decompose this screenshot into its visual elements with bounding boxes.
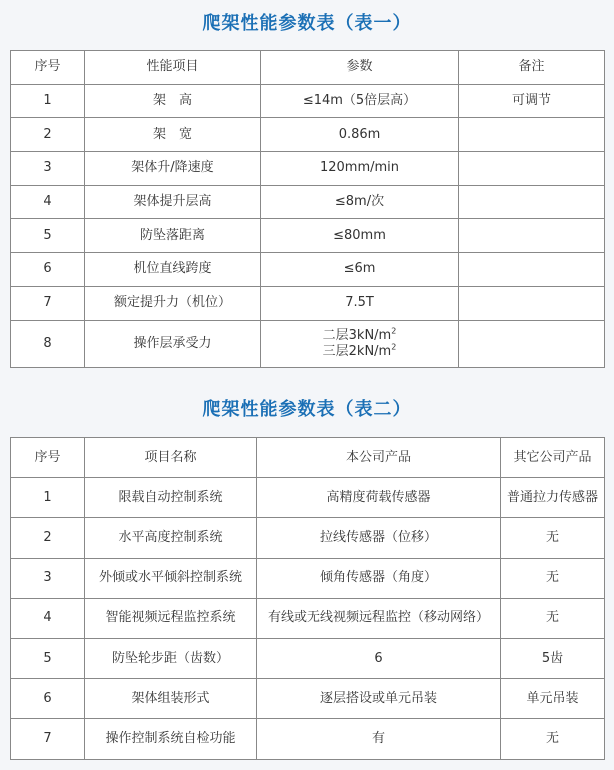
table-row	[11, 558, 605, 598]
table-row	[11, 286, 605, 320]
row-others: 无	[501, 558, 605, 598]
row-item: 限载自动控制系统	[85, 478, 257, 518]
header-cell: 序号	[11, 51, 85, 85]
row-others: 单元吊装	[501, 679, 605, 719]
row-param: ≤6m	[261, 253, 459, 287]
header-cell: 其它公司产品	[501, 438, 605, 478]
row-number: 3	[11, 152, 85, 186]
header-cell: 性能项目	[85, 51, 261, 85]
table-row	[11, 185, 605, 219]
table-row	[11, 638, 605, 678]
row-note	[459, 118, 605, 152]
table-row	[11, 320, 605, 367]
table-header-row	[11, 51, 605, 85]
table2-title: 爬架性能参数表（表二）	[202, 399, 412, 420]
row-note	[459, 185, 605, 219]
row-item: 额定提升力（机位）	[85, 286, 261, 320]
row-param: ≤14m（5倍层高）	[261, 84, 459, 118]
table-row	[11, 219, 605, 253]
row-note	[459, 286, 605, 320]
row-ours: 有线或无线视频远程监控（移动网络）	[257, 598, 501, 638]
row-ours: 6	[257, 638, 501, 678]
row-others: 无	[501, 719, 605, 759]
header-cell: 本公司产品	[257, 438, 501, 478]
row-number: 1	[11, 478, 85, 518]
row-ours: 有	[257, 719, 501, 759]
row-item: 架 高	[85, 84, 261, 118]
superscript: 2	[391, 342, 397, 352]
superscript: 2	[391, 326, 397, 336]
row-others: 5齿	[501, 638, 605, 678]
table-header-row	[11, 438, 605, 478]
table1-title: 爬架性能参数表（表一）	[202, 13, 412, 34]
row-note	[459, 219, 605, 253]
header-cell: 参数	[261, 51, 459, 85]
row-number: 4	[11, 598, 85, 638]
row-param: 120mm/min	[261, 152, 459, 186]
row-item: 架体组装形式	[85, 679, 257, 719]
row-ours: 高精度荷载传感器	[257, 478, 501, 518]
header-cell: 序号	[11, 438, 85, 478]
row-item: 智能视频远程监控系统	[85, 598, 257, 638]
row-number: 6	[11, 253, 85, 287]
row-number: 1	[11, 84, 85, 118]
row-item: 防坠轮步距（齿数）	[85, 638, 257, 678]
table-row	[11, 84, 605, 118]
performance-table-2	[10, 437, 605, 760]
row-item: 操作层承受力	[85, 320, 261, 367]
row-number: 8	[11, 320, 85, 367]
param-line: 三层$2kN/m^2$	[322, 342, 397, 359]
performance-table-1	[10, 50, 605, 368]
row-number: 7	[11, 286, 85, 320]
row-note	[459, 152, 605, 186]
row-number: 6	[11, 679, 85, 719]
table-row	[11, 478, 605, 518]
row-note	[459, 320, 605, 367]
table-row	[11, 118, 605, 152]
row-ours: 逐层搭设或单元吊装	[257, 679, 501, 719]
row-item: 水平高度控制系统	[85, 518, 257, 558]
row-param: ≤80mm	[261, 219, 459, 253]
row-others: 无	[501, 518, 605, 558]
table-row	[11, 719, 605, 759]
table-row	[11, 152, 605, 186]
row-number: 5	[11, 638, 85, 678]
row-param: ≤8m/次	[261, 185, 459, 219]
row-number: 4	[11, 185, 85, 219]
row-item: 防坠落距离	[85, 219, 261, 253]
row-item: 架 宽	[85, 118, 261, 152]
table-row	[11, 598, 605, 638]
row-ours: 拉线传感器（位移）	[257, 518, 501, 558]
row-ours: 倾角传感器（角度）	[257, 558, 501, 598]
row-number: 2	[11, 118, 85, 152]
table-row	[11, 253, 605, 287]
row-others: 普通拉力传感器	[501, 478, 605, 518]
header-cell: 项目名称	[85, 438, 257, 478]
row-item: 机位直线跨度	[85, 253, 261, 287]
row-number: 3	[11, 558, 85, 598]
row-others: 无	[501, 598, 605, 638]
row-item: 架体升/降速度	[85, 152, 261, 186]
table-row	[11, 679, 605, 719]
row-note: 可调节	[459, 84, 605, 118]
row-param	[261, 320, 459, 367]
row-item: 操作控制系统自检功能	[85, 719, 257, 759]
row-param: 0.86m	[261, 118, 459, 152]
row-item: 架体提升层高	[85, 185, 261, 219]
table-row	[11, 518, 605, 558]
param-line: 二层$3kN/m^2$	[322, 326, 397, 343]
row-number: 2	[11, 518, 85, 558]
row-number: 5	[11, 219, 85, 253]
row-note	[459, 253, 605, 287]
row-item: 外倾或水平倾斜控制系统	[85, 558, 257, 598]
row-number: 7	[11, 719, 85, 759]
row-param: 7.5T	[261, 286, 459, 320]
header-cell: 备注	[459, 51, 605, 85]
